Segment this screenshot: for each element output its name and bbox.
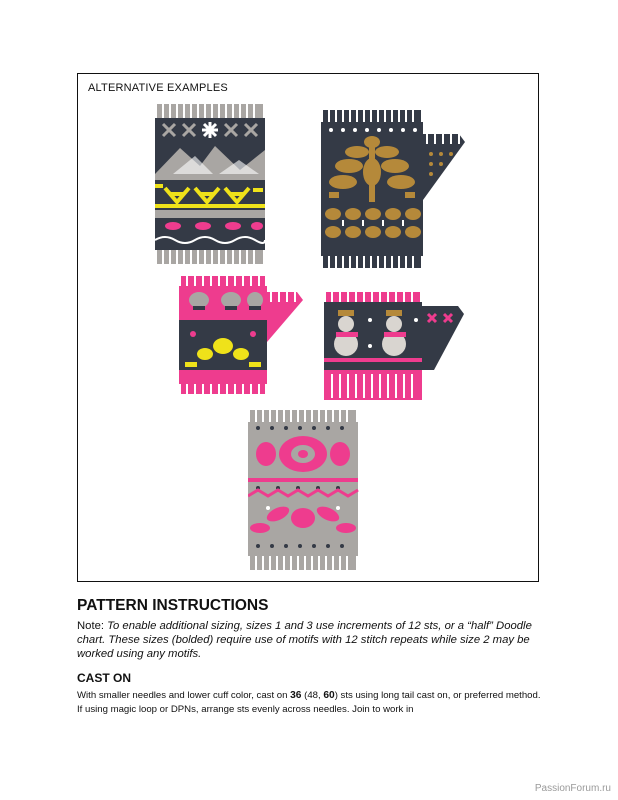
cast-on-heading: CAST ON — [77, 671, 131, 685]
pink-bee-mitten — [179, 276, 309, 396]
cast-on-text-1: With smaller needles and lower cuff color, cast on — [77, 690, 291, 701]
navy-mustard-mitten — [321, 110, 466, 270]
figure-title: ALTERNATIVE EXAMPLES — [88, 82, 228, 94]
cast-on-paragraph — [77, 689, 547, 716]
sizing-note — [77, 619, 547, 661]
cast-on-size-1: 36 — [290, 690, 302, 701]
note-text: To enable additional sizing, sizes 1 and 3 use increments of 12 sts, or a “half” Doodle chart. These sizes (bolded) require use of motifs with 12 stitch repeats while size 2 may be worked using any motifs. — [77, 620, 532, 660]
note-lead: Note: — [77, 620, 108, 632]
cast-on-text-3: ) sts using long tail cast on, or preferred method. If using magic loop or DPNs, arrange sts evenly across needles. Join to work in — [77, 690, 541, 715]
grey-navy-yellow-mitten — [155, 104, 267, 266]
watermark: PassionForum.ru — [534, 783, 611, 794]
navy-pink-snowman-mitten — [324, 292, 469, 402]
section-heading: PATTERN INSTRUCTIONS — [77, 597, 269, 614]
examples-figure — [77, 73, 539, 582]
grey-pink-flower-mitten — [248, 410, 360, 572]
cast-on-text-2: (48, — [301, 690, 324, 701]
cast-on-size-3: 60 — [323, 690, 335, 701]
